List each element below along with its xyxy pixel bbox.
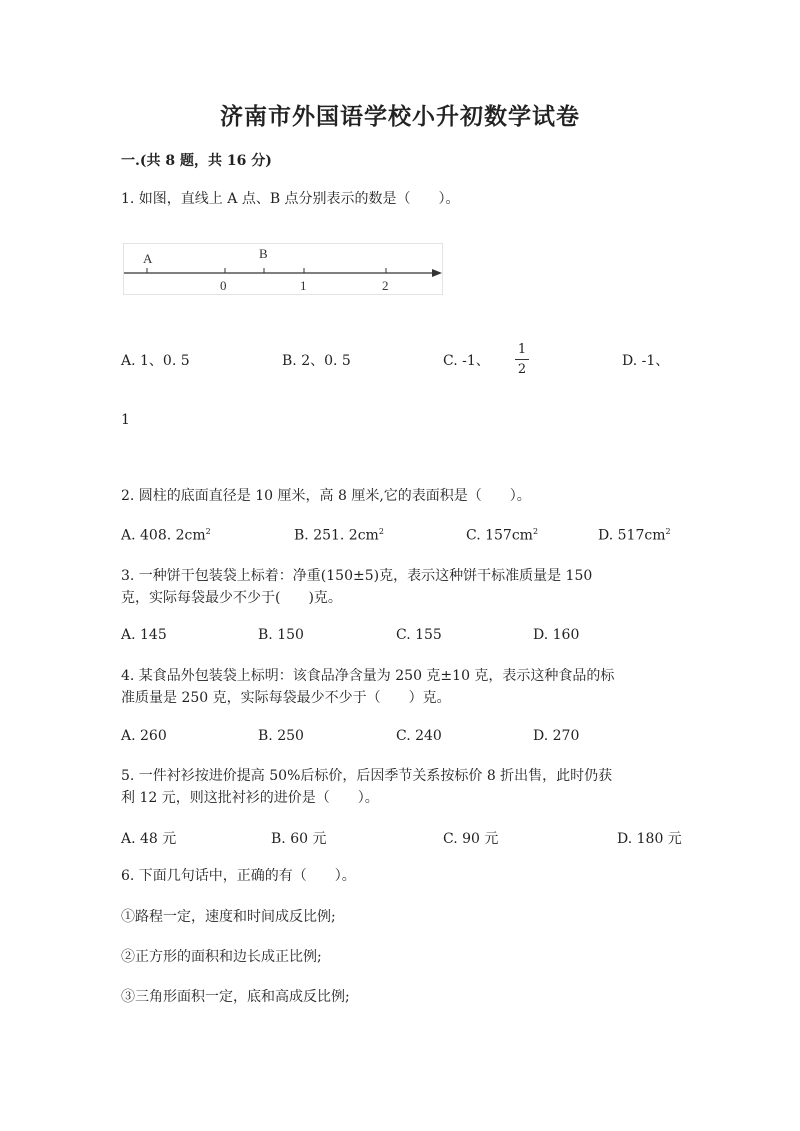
q1-option-b[interactable]: B. 2、0. 5 xyxy=(282,353,351,369)
q1-option-c[interactable]: C. -1、 xyxy=(443,353,490,369)
unit-superscript: 2 xyxy=(665,527,671,536)
question-3-stem-line-1: 3. 一种饼干包装袋上标着：净重(150±5)克，表示这种饼干标准质量是 150 xyxy=(121,568,593,584)
number-line-diagram xyxy=(124,244,442,294)
q3-option-b[interactable]: B. 150 xyxy=(258,627,304,643)
q2-option-a[interactable] xyxy=(121,527,211,544)
q4-option-c[interactable]: C. 240 xyxy=(396,728,442,744)
q4-option-a[interactable]: A. 260 xyxy=(121,728,167,744)
question-5-stem-line-1: 5. 一件衬衫按进价提高 50%后标价，后因季节关系按标价 8 折出售，此时仍获 xyxy=(121,768,613,784)
q1-option-a[interactable]: A. 1、0. 5 xyxy=(121,353,190,369)
q5-option-d[interactable]: D. 180 元 xyxy=(617,831,682,847)
section-heading: 一.(共 8 题，共 16 分) xyxy=(121,153,272,169)
tick-label-2: 2 xyxy=(382,278,389,293)
q4-option-d[interactable]: D. 270 xyxy=(533,728,580,744)
q2-option-c-text: C. 157cm xyxy=(466,527,533,544)
q1-option-d[interactable]: D. -1、 xyxy=(622,353,670,369)
question-1-stem: 1. 如图，直线上 A 点、B 点分别表示的数是（ ）。 xyxy=(121,191,460,207)
q5-option-c[interactable]: C. 90 元 xyxy=(443,831,499,847)
q3-option-c[interactable]: C. 155 xyxy=(396,627,442,643)
question-4-stem-line-2: 准质量是 250 克，实际每袋最少不少于（ ）克。 xyxy=(121,690,451,706)
question-5-stem-line-2: 利 12 元，则这批衬衫的进价是（ ）。 xyxy=(121,790,379,806)
q2-option-b[interactable] xyxy=(294,527,384,544)
point-b-label: B xyxy=(259,246,268,261)
q6-statement-3: ③三角形面积一定，底和高成反比例; xyxy=(121,989,350,1005)
q2-option-d-text: D. 517cm xyxy=(598,527,666,544)
unit-superscript: 2 xyxy=(532,527,539,536)
q1-option-d-continuation: 1 xyxy=(121,412,130,428)
point-a-label: A xyxy=(143,251,153,266)
q2-option-a-text: A. 408. 2cm xyxy=(121,527,206,544)
question-4-stem-line-1: 4. 某食品外包装袋上标明：该食品净含量为 250 克±10 克，表示这种食品的标 xyxy=(121,668,615,684)
fraction-denominator: 2 xyxy=(517,362,527,377)
fraction-numerator: 1 xyxy=(517,342,527,357)
q5-option-b[interactable]: B. 60 元 xyxy=(271,831,327,847)
page-title: 济南市外国语学校小升初数学试卷 xyxy=(220,103,580,130)
question-6-stem: 6. 下面几句话中，正确的有（ ）。 xyxy=(121,868,356,884)
question-2-stem: 2. 圆柱的底面直径是 10 厘米，高 8 厘米,它的表面积是（ ）。 xyxy=(121,488,531,504)
unit-superscript: 2 xyxy=(205,527,211,536)
q3-option-d[interactable]: D. 160 xyxy=(533,627,580,643)
q3-option-a[interactable]: A. 145 xyxy=(121,627,167,643)
tick-label-1: 1 xyxy=(300,278,307,293)
q2-option-b-text: B. 251. 2cm xyxy=(294,527,379,544)
q2-option-c[interactable] xyxy=(466,527,538,544)
fraction-bar xyxy=(515,359,529,360)
number-line-arrow xyxy=(432,269,442,277)
q4-option-b[interactable]: B. 250 xyxy=(258,728,304,744)
tick-label-0: 0 xyxy=(220,278,227,293)
q2-option-d[interactable] xyxy=(598,527,671,544)
q6-statement-1: ①路程一定，速度和时间成反比例; xyxy=(121,909,336,925)
q5-option-a[interactable]: A. 48 元 xyxy=(121,831,177,847)
q1-option-c-fraction xyxy=(515,342,529,377)
number-line-figure xyxy=(123,243,443,295)
question-3-stem-line-2: 克，实际每袋最少不少于( )克。 xyxy=(121,590,342,606)
q6-statement-2: ②正方形的面积和边长成正比例; xyxy=(121,949,322,965)
unit-superscript: 2 xyxy=(378,527,384,536)
